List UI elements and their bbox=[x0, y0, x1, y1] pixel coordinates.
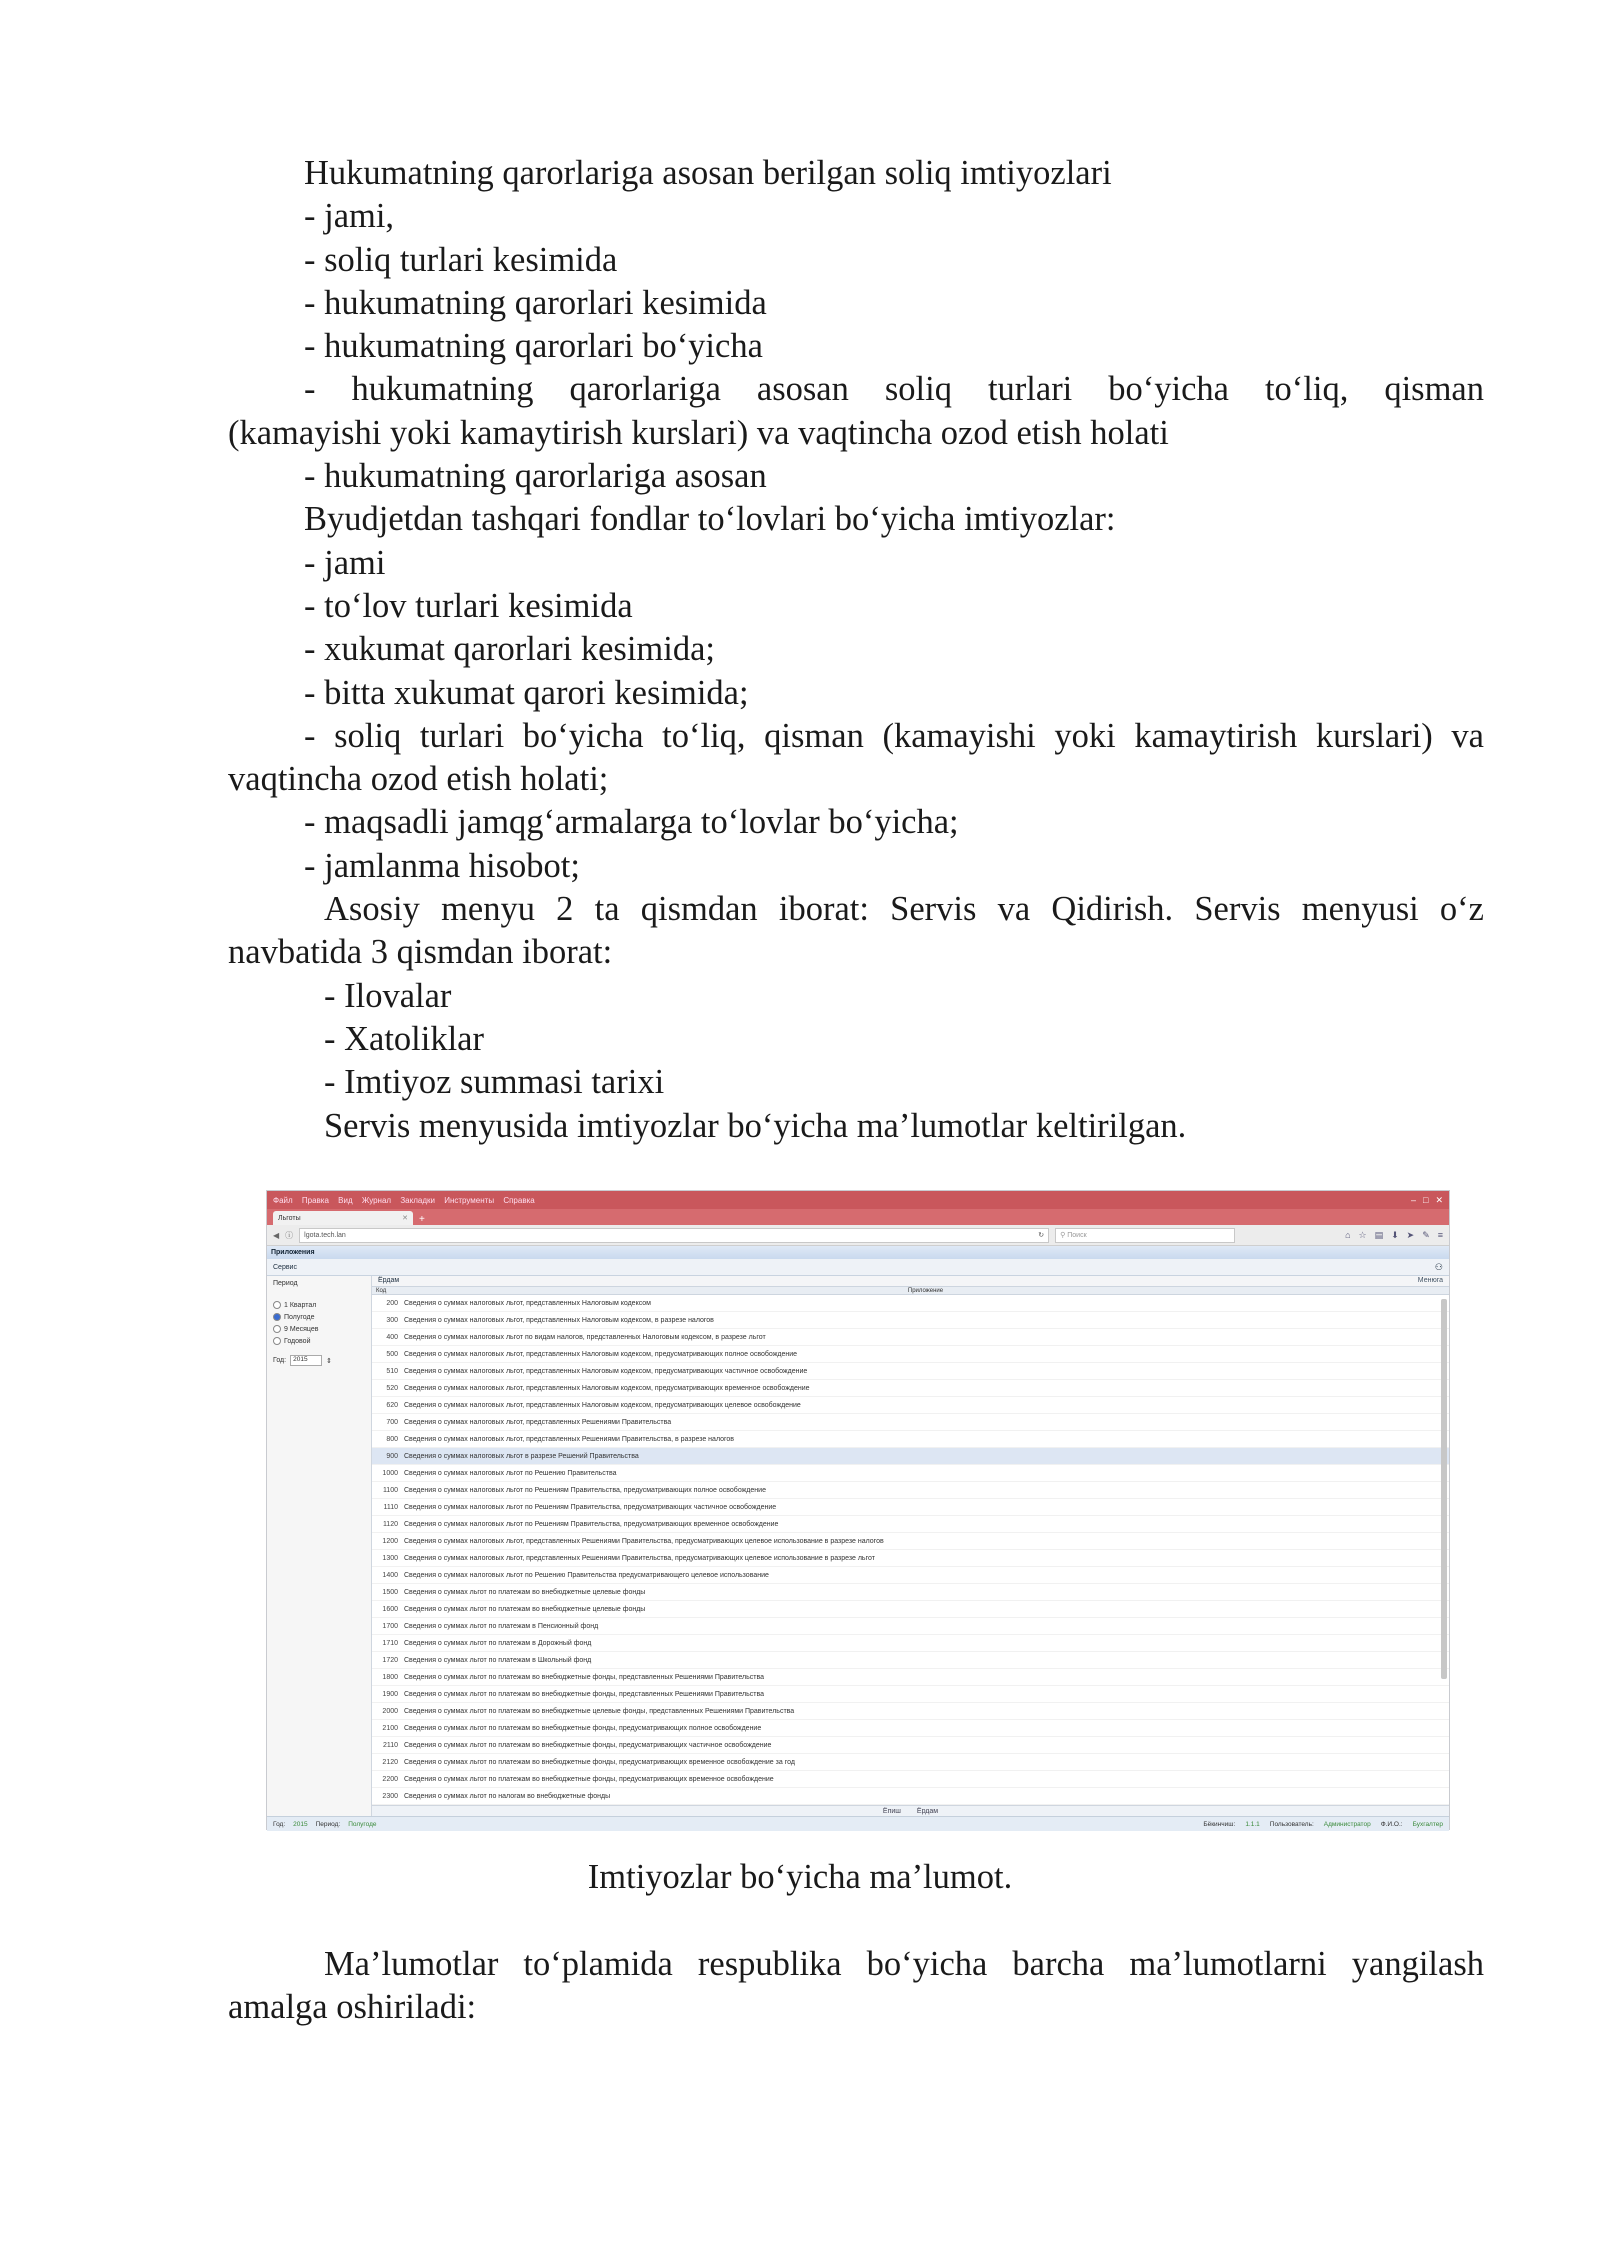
reports-grid bbox=[372, 1295, 1449, 1805]
row-name: Сведения о суммах льгот по платежам во внебюджетные фонды, предусматривающих временное освобождение bbox=[404, 1775, 774, 1783]
year-stepper-icon[interactable]: ⇕ bbox=[326, 1357, 332, 1365]
year-input[interactable]: 2015 bbox=[290, 1355, 322, 1366]
menu-item[interactable]: Инструменты bbox=[444, 1195, 495, 1205]
browser-navbar bbox=[267, 1225, 1449, 1246]
row-name: Сведения о суммах налоговых льгот, представленных Налоговым кодексом, предусматривающих полное освобождение bbox=[404, 1350, 798, 1358]
menu-item[interactable]: Правка bbox=[301, 1195, 329, 1205]
browser-titlebar bbox=[267, 1191, 1449, 1209]
paragraph-continuation: navbatida 3 qismdan iborat: bbox=[228, 933, 613, 972]
row-code: 510 bbox=[386, 1367, 398, 1375]
row-code: 1800 bbox=[382, 1673, 398, 1681]
help-button[interactable]: Ёрдам bbox=[378, 1277, 400, 1285]
table-row[interactable] bbox=[372, 1397, 1449, 1414]
grid-header bbox=[372, 1286, 1449, 1295]
table-row[interactable] bbox=[372, 1771, 1449, 1788]
row-name: Сведения о суммах налоговых льгот, представленных Налоговым кодексом, предусматривающих частичное освобождение bbox=[404, 1367, 808, 1375]
table-row[interactable] bbox=[372, 1465, 1449, 1482]
download-icon[interactable]: ⬇ bbox=[1391, 1229, 1399, 1240]
column-header-code[interactable]: Код bbox=[376, 1287, 387, 1294]
list-item: - Xatoliklar bbox=[324, 1019, 484, 1058]
row-name: Сведения о суммах налоговых льгот по Решениям Правительства, предусматривающих частичное освобождение bbox=[404, 1503, 777, 1511]
period-option-label: Годовой bbox=[284, 1337, 311, 1345]
row-name: Сведения о суммах налоговых льгот по Решению Правительства предусматривающего целевое использование bbox=[404, 1571, 769, 1579]
row-name: Сведения о суммах льгот по платежам во внебюджетные фонды, представленных Решениями Правительства bbox=[404, 1690, 765, 1698]
new-tab-icon[interactable]: + bbox=[419, 1214, 425, 1225]
row-code: 1200 bbox=[382, 1537, 398, 1545]
row-code: 800 bbox=[386, 1435, 398, 1443]
list-item: - jamlanma hisobot; bbox=[304, 846, 580, 885]
list-item: - hukumatning qarorlari bo‘yicha bbox=[304, 327, 763, 366]
row-name: Сведения о суммах налоговых льгот, представленных Решениями Правительства, предусматривающих целевое использование в разрезе льгот bbox=[404, 1554, 875, 1562]
table-row[interactable] bbox=[372, 1703, 1449, 1720]
search-icon: ⚲ bbox=[1060, 1232, 1068, 1239]
table-row[interactable] bbox=[372, 1414, 1449, 1431]
row-code: 500 bbox=[386, 1350, 398, 1358]
table-row[interactable] bbox=[372, 1601, 1449, 1618]
row-code: 1500 bbox=[382, 1588, 398, 1596]
row-code: 2200 bbox=[382, 1775, 398, 1783]
list-item: - jami, bbox=[304, 197, 395, 236]
radio-icon bbox=[273, 1337, 281, 1345]
help-bottom-button[interactable]: Ёрдам bbox=[916, 1807, 939, 1815]
info-icon: ⓘ bbox=[285, 1230, 294, 1240]
list-item: - bitta xukumat qarori kesimida; bbox=[304, 673, 749, 712]
table-row[interactable] bbox=[372, 1533, 1449, 1550]
menu-icon[interactable]: ≡ bbox=[1437, 1229, 1443, 1240]
row-code: 1400 bbox=[382, 1571, 398, 1579]
row-code: 400 bbox=[386, 1333, 398, 1341]
row-name: Сведения о суммах льгот по платежам во внебюджетные целевые фонды bbox=[404, 1605, 646, 1613]
row-code: 2300 bbox=[382, 1792, 398, 1800]
paragraph: Asosiy menyu 2 ta qismdan iborat: Servis va Qidirish. Servis menyusi o‘z bbox=[324, 890, 1484, 929]
row-code: 2110 bbox=[382, 1741, 398, 1749]
row-name: Сведения о суммах льгот по платежам в Школьный фонд bbox=[404, 1656, 592, 1664]
menu-item[interactable]: Вид bbox=[338, 1195, 353, 1205]
table-row[interactable] bbox=[372, 1788, 1449, 1805]
status-year: 2015 bbox=[293, 1820, 308, 1828]
table-row[interactable] bbox=[372, 1618, 1449, 1635]
list-item: - hukumatning qarorlariga asosan soliq turlari bo‘yicha to‘liq, qisman bbox=[304, 370, 1484, 409]
table-row[interactable] bbox=[372, 1567, 1449, 1584]
browser-tabbar bbox=[267, 1209, 1449, 1225]
figure-caption: Imtiyozlar bo‘yicha ma’lumot. bbox=[587, 1858, 1013, 1896]
paragraph: Servis menyusida imtiyozlar bo‘yicha ma’lumotlar keltirilgan. bbox=[324, 1106, 1187, 1145]
row-code: 700 bbox=[386, 1418, 398, 1426]
radio-icon bbox=[273, 1325, 281, 1333]
row-name: Сведения о суммах налоговых льгот, представленных Налоговым кодексом, предусматривающих временное освобождение bbox=[404, 1384, 810, 1392]
row-name: Сведения о суммах льгот по платежам во внебюджетные целевые фонды bbox=[404, 1588, 646, 1596]
table-row[interactable] bbox=[372, 1652, 1449, 1669]
menu-item[interactable]: Файл bbox=[273, 1195, 293, 1205]
period-option[interactable] bbox=[273, 1301, 365, 1309]
list-item: - hukumatning qarorlari kesimida bbox=[304, 283, 767, 322]
list-item: - soliq turlari kesimida bbox=[304, 240, 618, 279]
star-icon[interactable]: ☆ bbox=[1358, 1229, 1367, 1240]
table-row[interactable] bbox=[372, 1550, 1449, 1567]
table-row[interactable] bbox=[372, 1346, 1449, 1363]
menu-button[interactable]: Менюга bbox=[1417, 1277, 1443, 1285]
status-period: Полугоде bbox=[348, 1820, 377, 1828]
table-row[interactable] bbox=[372, 1363, 1449, 1380]
list-item: - maqsadli jamqg‘armalarga to‘lovlar bo‘yicha; bbox=[304, 803, 959, 842]
browser-tab[interactable] bbox=[273, 1211, 413, 1225]
row-code: 1700 bbox=[382, 1622, 398, 1630]
app-body bbox=[267, 1276, 1449, 1816]
period-option-label: 1 Квартал bbox=[284, 1301, 317, 1309]
share-icon[interactable]: ➤ bbox=[1406, 1229, 1415, 1240]
row-name: Сведения о суммах льгот по платежам во внебюджетные фонды, предусматривающих частичное освобождение bbox=[404, 1741, 772, 1749]
row-name: Сведения о суммах льгот по платежам в Дорожный фонд bbox=[404, 1639, 592, 1647]
row-code: 900 bbox=[386, 1452, 398, 1460]
bookmark-icon[interactable]: ▤ bbox=[1374, 1229, 1384, 1240]
tab-title: Льготы bbox=[278, 1214, 301, 1222]
search-input[interactable] bbox=[1055, 1228, 1235, 1243]
year-label: Год: bbox=[273, 1357, 287, 1364]
list-item: - Ilovalar bbox=[324, 976, 452, 1015]
browser-toolbar-icons bbox=[1345, 1230, 1443, 1241]
reports-panel bbox=[372, 1276, 1449, 1816]
table-row[interactable] bbox=[372, 1380, 1449, 1397]
row-code: 1000 bbox=[382, 1469, 398, 1477]
table-row[interactable] bbox=[372, 1686, 1449, 1703]
menu-item[interactable]: Журнал bbox=[361, 1195, 392, 1205]
paragraph: Hukumatning qarorlariga asosan berilgan soliq imtiyozlari bbox=[304, 154, 1112, 192]
status-item: Пользователь: bbox=[1269, 1820, 1314, 1828]
period-option-label: Полугоде bbox=[284, 1313, 315, 1321]
row-code: 200 bbox=[386, 1299, 398, 1307]
list-item: - jami bbox=[304, 543, 386, 582]
paragraph: Byudjetdan tashqari fondlar to‘lovlari bo‘yicha imtiyozlar: bbox=[304, 500, 1116, 539]
table-row[interactable] bbox=[372, 1499, 1449, 1516]
table-row[interactable] bbox=[372, 1329, 1449, 1346]
row-code: 1720 bbox=[382, 1656, 398, 1664]
search-placeholder: Поиск bbox=[1067, 1231, 1087, 1239]
body-text bbox=[228, 152, 1484, 1148]
period-panel bbox=[267, 1276, 372, 1816]
row-code: 1300 bbox=[382, 1554, 398, 1562]
row-name: Сведения о суммах налоговых льгот, представленных Налоговым кодексом bbox=[404, 1299, 651, 1307]
row-name: Сведения о суммах льгот по налогам во внебюджетные фонды bbox=[404, 1792, 611, 1800]
row-name: Сведения о суммах налоговых льгот по видам налогов, представленных Налоговым кодексом, в разрезе льгот bbox=[404, 1333, 766, 1341]
column-header-name[interactable]: Приложение bbox=[907, 1287, 944, 1294]
maximize-icon[interactable]: □ bbox=[1423, 1194, 1429, 1205]
list-item: - hukumatning qarorlariga asosan bbox=[304, 457, 767, 496]
period-label: Период bbox=[273, 1280, 298, 1287]
table-row[interactable] bbox=[372, 1635, 1449, 1652]
status-period-label: Период: bbox=[315, 1820, 341, 1828]
status-item: 1.1.1 bbox=[1245, 1820, 1260, 1828]
grid-bottom-bar bbox=[372, 1805, 1449, 1816]
row-code: 1600 bbox=[382, 1605, 398, 1613]
close-tab-icon[interactable]: ✕ bbox=[402, 1215, 408, 1222]
back-icon[interactable]: ◀ bbox=[273, 1230, 280, 1240]
row-name: Сведения о суммах льгот по платежам в Пенсионный фонд bbox=[404, 1622, 599, 1630]
table-row[interactable] bbox=[372, 1448, 1449, 1465]
row-code: 1110 bbox=[383, 1503, 398, 1511]
reports-toolbar bbox=[372, 1276, 1449, 1286]
status-right bbox=[1203, 1821, 1443, 1828]
row-name: Сведения о суммах налоговых льгот по Решению Правительства bbox=[404, 1469, 617, 1477]
home-icon[interactable]: ⌂ bbox=[1345, 1229, 1351, 1240]
period-option[interactable] bbox=[273, 1337, 365, 1345]
status-item: Администратор bbox=[1323, 1820, 1371, 1828]
app-screenshot-figure bbox=[266, 1190, 1450, 1830]
list-item: - Imtiyoz summasi tarixi bbox=[324, 1063, 665, 1102]
app-statusbar bbox=[267, 1816, 1449, 1831]
row-code: 300 bbox=[386, 1316, 398, 1324]
status-item: Ф.И.О.: bbox=[1380, 1820, 1403, 1828]
period-option-label: 9 Месяцев bbox=[284, 1325, 319, 1333]
row-name: Сведения о суммах налоговых льгот, представленных Налоговым кодексом, предусматривающих целевое освобождение bbox=[404, 1401, 801, 1409]
row-code: 2120 bbox=[382, 1758, 398, 1766]
row-name: Сведения о суммах налоговых льгот, представленных Налоговым кодексом, в разрезе налогов bbox=[404, 1316, 714, 1324]
table-row[interactable] bbox=[372, 1482, 1449, 1499]
row-code: 1120 bbox=[382, 1520, 398, 1528]
table-row[interactable] bbox=[372, 1737, 1449, 1754]
table-row[interactable] bbox=[372, 1516, 1449, 1533]
address-bar[interactable] bbox=[299, 1228, 1049, 1243]
table-row[interactable] bbox=[372, 1584, 1449, 1601]
reload-icon[interactable]: ↻ bbox=[1038, 1232, 1045, 1239]
list-item-continuation: (kamayishi yoki kamaytirish kurslari) va vaqtincha ozod etish holati bbox=[228, 413, 1169, 452]
menu-item[interactable]: Закладки bbox=[400, 1195, 435, 1205]
user-icon[interactable]: ⚇ bbox=[1434, 1261, 1443, 1272]
scrollbar[interactable] bbox=[1441, 1299, 1447, 1679]
list-item: - soliq turlari bo‘yicha to‘liq, qisman (kamayishi yoki kamaytirish kurslari) va bbox=[304, 716, 1484, 755]
row-code: 1710 bbox=[382, 1639, 398, 1647]
row-code: 1100 bbox=[382, 1486, 398, 1494]
closing-text bbox=[228, 1943, 1484, 2030]
row-code: 2100 bbox=[382, 1724, 398, 1732]
row-code: 620 bbox=[386, 1401, 398, 1409]
radio-selected-icon bbox=[273, 1313, 281, 1321]
menu-item[interactable]: Справка bbox=[503, 1195, 535, 1205]
table-row[interactable] bbox=[372, 1312, 1449, 1329]
list-item-continuation: vaqtincha ozod etish holati; bbox=[228, 760, 609, 799]
period-option[interactable] bbox=[273, 1325, 365, 1333]
row-name: Сведения о суммах налоговых льгот, представленных Решениями Правительства, предусматривающих целевое использование в разрезе налогов bbox=[404, 1537, 884, 1545]
status-year-label: Год: bbox=[273, 1820, 286, 1828]
paragraph: Ma’lumotlar to‘plamida respublika bo‘yicha barcha ma’lumotlarni yangilash bbox=[324, 1945, 1484, 1983]
service-menu-button[interactable]: Сервис bbox=[273, 1263, 297, 1271]
row-name: Сведения о суммах налоговых льгот, представленных Решениями Правительства bbox=[404, 1418, 672, 1426]
row-name: Сведения о суммах налоговых льгот по Решениям Правительства, предусматривающих временное освобождение bbox=[404, 1520, 779, 1528]
row-name: Сведения о суммах льгот по платежам во внебюджетные фонды, предусматривающих временное освобождение за год bbox=[404, 1758, 795, 1766]
row-name: Сведения о суммах льгот по платежам во внебюджетные фонды, представленных Решениями Правительства bbox=[404, 1673, 765, 1681]
extension-icon[interactable]: ✎ bbox=[1422, 1229, 1430, 1240]
browser-menu bbox=[273, 1196, 542, 1205]
list-item: - xukumat qarorlari kesimida; bbox=[304, 630, 716, 669]
app-toolbar bbox=[267, 1259, 1449, 1276]
table-row[interactable] bbox=[372, 1431, 1449, 1448]
table-row[interactable] bbox=[372, 1720, 1449, 1737]
minimize-icon[interactable]: – bbox=[1411, 1194, 1417, 1205]
row-code: 520 bbox=[386, 1384, 398, 1392]
status-item: Бухгалтер bbox=[1412, 1820, 1443, 1828]
row-name: Сведения о суммах налоговых льгот в разрезе Решений Правительства bbox=[404, 1452, 639, 1460]
row-code: 1900 bbox=[382, 1690, 398, 1698]
table-row[interactable] bbox=[372, 1295, 1449, 1312]
close-button[interactable]: Ёпиш bbox=[882, 1807, 901, 1815]
paragraph-continuation: amalga oshiriladi: bbox=[228, 1988, 477, 2027]
table-row[interactable] bbox=[372, 1754, 1449, 1771]
row-name: Сведения о суммах налоговых льгот, представленных Решениями Правительства, в разрезе налогов bbox=[404, 1435, 735, 1443]
url-text: lgota.tech.lan bbox=[304, 1231, 346, 1239]
year-row bbox=[273, 1355, 365, 1366]
table-row[interactable] bbox=[372, 1669, 1449, 1686]
radio-icon bbox=[273, 1301, 281, 1309]
list-item: - to‘lov turlari kesimida bbox=[304, 586, 633, 625]
app-header: Приложения bbox=[267, 1246, 1449, 1259]
row-name: Сведения о суммах льгот по платежам во внебюджетные целевые фонды, представленных Решениями Правительства bbox=[404, 1707, 795, 1715]
window-controls bbox=[1411, 1195, 1443, 1206]
period-option[interactable] bbox=[273, 1313, 365, 1321]
row-code: 2000 bbox=[382, 1707, 398, 1715]
status-item: Бёкинчиш: bbox=[1203, 1820, 1236, 1828]
close-icon[interactable]: ✕ bbox=[1435, 1194, 1443, 1205]
row-name: Сведения о суммах льгот по платежам во внебюджетные фонды, предусматривающих полное освобождение bbox=[404, 1724, 762, 1732]
row-name: Сведения о суммах налоговых льгот по Решениям Правительства, предусматривающих полное освобождение bbox=[404, 1486, 766, 1494]
